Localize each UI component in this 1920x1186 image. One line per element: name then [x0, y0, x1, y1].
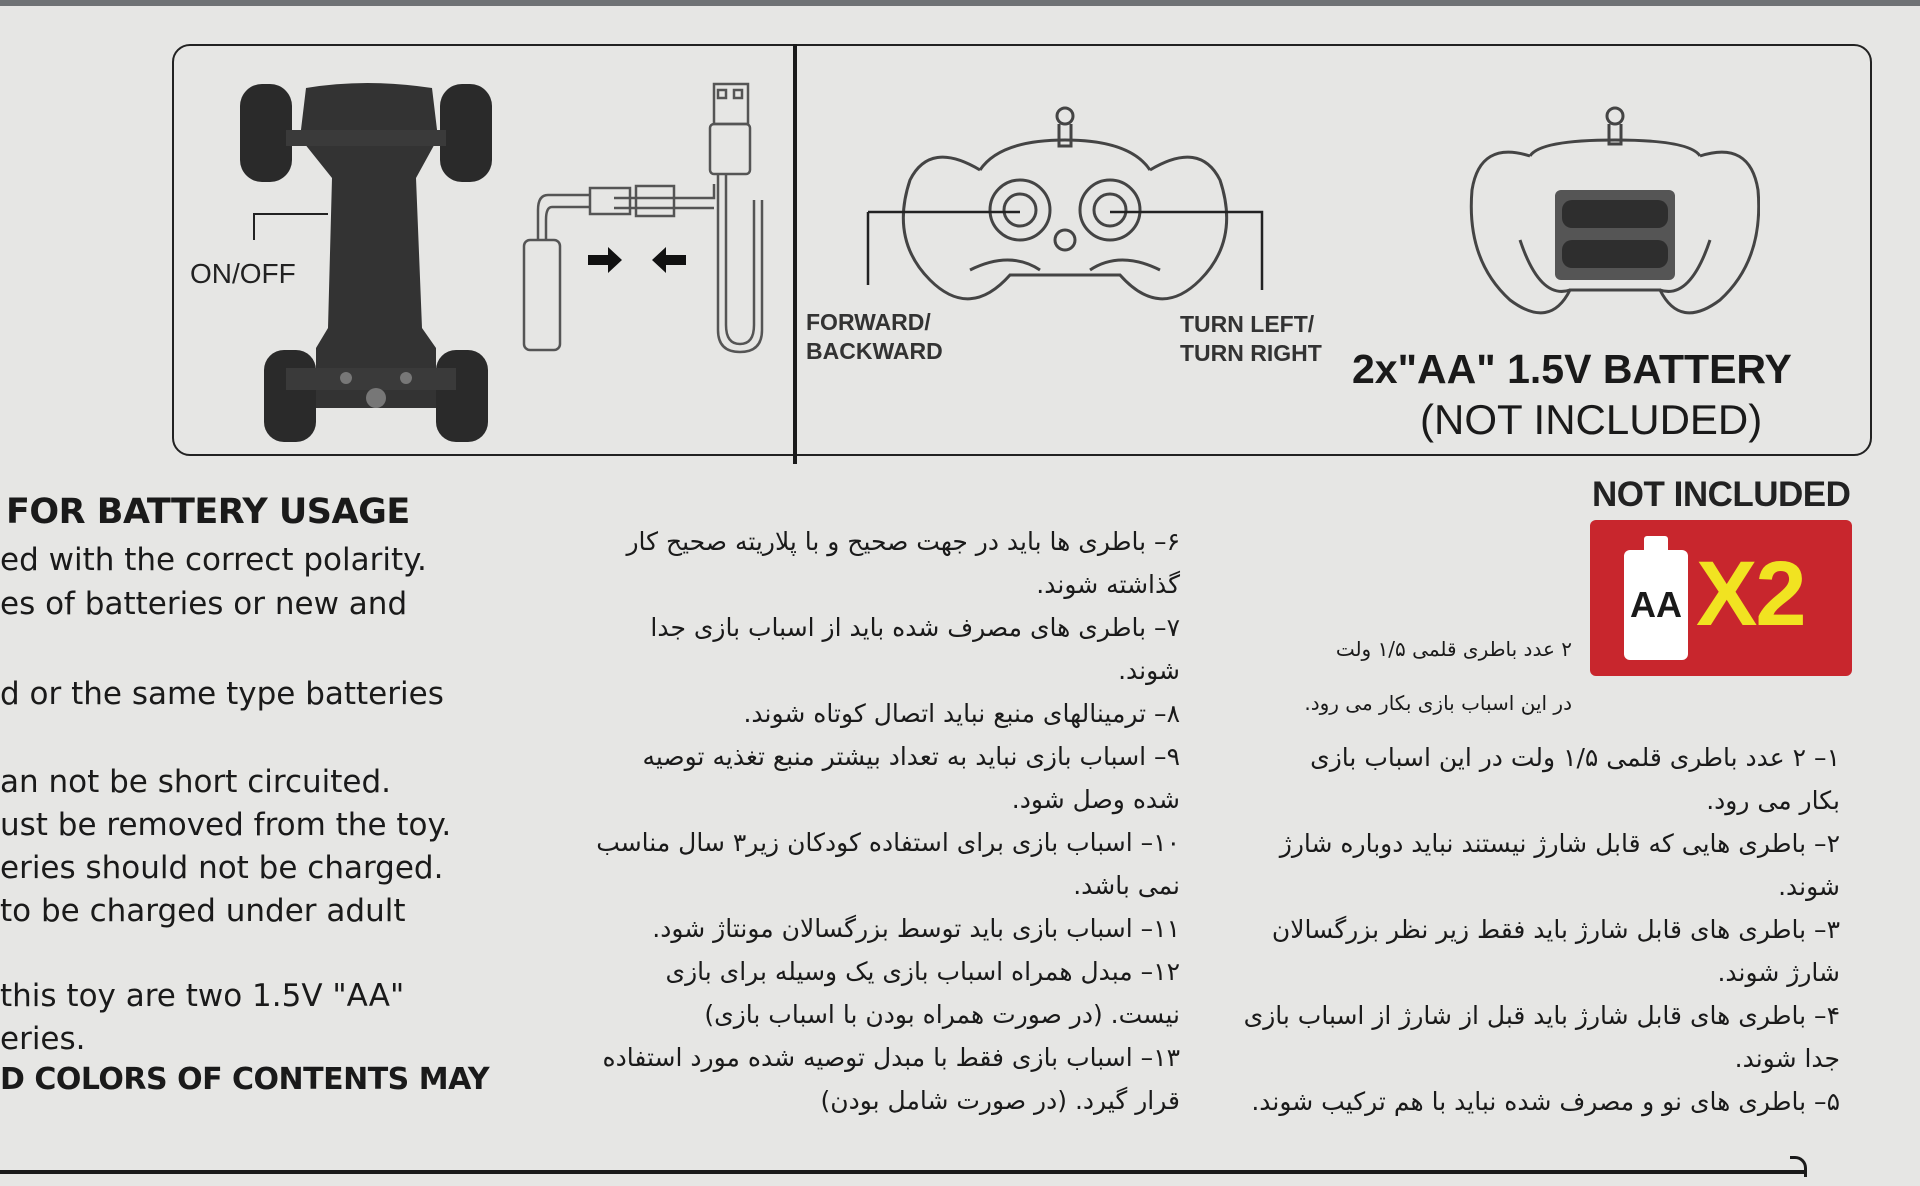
battery-requirement-title: 2x"AA" 1.5V BATTERY [1352, 346, 1792, 392]
persian-item-9-line-1: ۹– اسباب بازی نباید به تعداد بیشتر منبع تغذیه توصیه [642, 742, 1180, 771]
persian-item-5-line-1: ۵– باطری های نو و مصرف شده نباید با هم ترکیب شوند. [1251, 1087, 1840, 1116]
english-line-5: ust be removed from the toy. [0, 807, 452, 843]
aa-cell-label: AA [1630, 584, 1682, 625]
persian-item-13-line-2: قرار گیرد. (در صورت شامل بودن) [820, 1086, 1180, 1115]
persian-battery-note [1220, 612, 1572, 740]
on-off-label: ON/OFF [190, 258, 296, 289]
usb-charging-cable-illustration [518, 80, 788, 365]
english-line-9: eries. [0, 1021, 86, 1057]
persian-item-3-line-1: ۳– باطری های قابل شارژ باید فقط زیر نظر بزرگسالان [1271, 915, 1840, 944]
persian-item-1-line-1: ۱– ۲ عدد باطری قلمی ۱/۵ ولت در این اسباب بازی [1310, 743, 1840, 772]
turn-label-line-2: TURN RIGHT [1180, 340, 1322, 366]
forward-backward-label [806, 308, 943, 366]
english-line-1: ed with the correct polarity. [0, 542, 427, 578]
forward-label-line-1: FORWARD/ [806, 309, 931, 335]
panel-divider [793, 44, 797, 464]
persian-item-12-line-1: ۱۲– مبدل همراه اسباب بازی یک وسیله برای بازی [665, 957, 1180, 986]
persian-item-11-line-1: ۱۱– اسباب بازی باید توسط بزرگسالان مونتاژ شود. [652, 914, 1180, 943]
persian-middle-column [520, 520, 1180, 1122]
english-heading: FOR BATTERY USAGE [6, 492, 410, 532]
english-line-4: an not be short circuited. [0, 764, 392, 800]
english-caps-line: D COLORS OF CONTENTS MAY [0, 1062, 490, 1097]
english-line-7: to be charged under adult [0, 893, 406, 929]
battery-count-badge [1590, 520, 1852, 676]
persian-item-7-line-1: ۷– باطری های مصرف شده باید از اسباب بازی جدا [650, 613, 1180, 642]
persian-item-12-line-2: نیست. (در صورت همراه بودن با اسباب بازی) [704, 1000, 1180, 1029]
remote-controller-illustration [860, 100, 1280, 330]
persian-item-9-line-2: شده وصل شود. [1011, 785, 1180, 814]
top-edge-strip [0, 0, 1920, 6]
bottom-border-line [0, 1170, 1805, 1174]
persian-item-6-line-1: ۶– باطری ها باید در جهت صحیح و با پلاریته صحیح کار [626, 527, 1180, 556]
remote-battery-compartment-illustration [1460, 100, 1760, 340]
english-line-6: eries should not be charged. [0, 850, 444, 886]
turn-label-line-1: TURN LEFT/ [1180, 311, 1315, 337]
persian-item-4-line-1: ۴– باطری های قابل شارژ باید قبل از شارژ از اسباب بازی [1243, 1001, 1840, 1030]
persian-item-7-line-2: شوند. [1118, 656, 1180, 685]
persian-item-4-line-2: جدا شوند. [1734, 1044, 1840, 1073]
english-line-3: d or the same type batteries [0, 676, 444, 712]
switch-leader-line [250, 210, 330, 250]
persian-item-8-line-1: ۸– ترمینالهای منبع نباید اتصال کوتاه شوند. [743, 699, 1180, 728]
persian-item-1-line-2: بکار می رود. [1706, 786, 1840, 815]
persian-item-2-line-2: شوند. [1778, 872, 1840, 901]
persian-item-10-line-2: نمی باشد. [1073, 871, 1180, 900]
persian-item-13-line-1: ۱۳– اسباب بازی فقط با مبدل توصیه شده مورد استفاده [602, 1043, 1180, 1072]
forward-label-line-2: BACKWARD [806, 338, 943, 364]
persian-item-2-line-1: ۲– باطری هایی که قابل شارژ نیستند نباید دوباره شارژ [1279, 829, 1840, 858]
battery-count-text: X2 [1696, 543, 1805, 645]
persian-item-3-line-2: شارژ شوند. [1717, 958, 1840, 987]
aa-battery-icon [1624, 550, 1688, 660]
english-line-2: es of batteries or new and [0, 586, 408, 622]
persian-item-10-line-1: ۱۰– اسباب بازی برای استفاده کودکان زیر۳ سال مناسب [596, 828, 1180, 857]
persian-note-line-1: ۲ عدد باطری قلمی ۱/۵ ولت [1335, 637, 1572, 661]
persian-right-column [1200, 736, 1840, 1123]
bottom-border-corner [1790, 1156, 1807, 1177]
battery-not-included-subtitle: (NOT INCLUDED) [1420, 396, 1763, 443]
persian-item-6-line-2: گذاشته شوند. [1036, 570, 1180, 599]
english-line-8: this toy are two 1.5V "AA" [0, 978, 405, 1014]
persian-note-line-2: در این اسباب بازی بکار می رود. [1304, 691, 1572, 715]
not-included-label: NOT INCLUDED [1592, 475, 1851, 514]
turn-left-right-label [1180, 310, 1322, 368]
